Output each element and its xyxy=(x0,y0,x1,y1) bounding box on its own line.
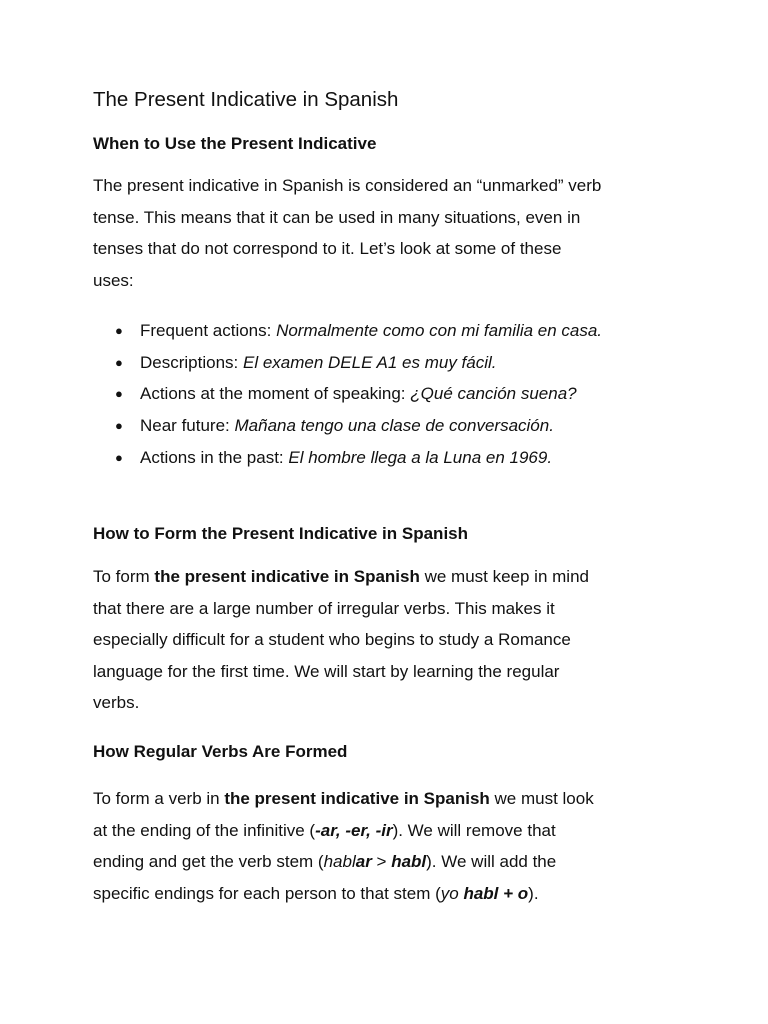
infinitive-endings: -ar, -er, -ir xyxy=(315,820,393,840)
bold-phrase: the present indicative in Spanish xyxy=(154,567,420,586)
section-heading-regular-verbs: How Regular Verbs Are Formed xyxy=(93,742,348,761)
text-run: at the ending of the infinitive ( xyxy=(93,820,316,840)
page-title: The Present Indicative in Spanish xyxy=(93,88,399,111)
list-item xyxy=(93,410,602,442)
bullet-icon: ● xyxy=(115,354,123,370)
bullet-icon: ● xyxy=(115,386,123,402)
bullet-icon: ● xyxy=(115,449,123,465)
paragraph-line: verbs. xyxy=(93,693,140,712)
example-verb-stem: habl xyxy=(323,852,356,871)
text-run: specific endings for each person to that stem ( xyxy=(93,883,441,903)
text-run: ). We will add the xyxy=(426,852,557,871)
example-verb-ending: ar xyxy=(355,852,372,871)
bold-phrase: the present indicative in Spanish xyxy=(224,789,490,808)
paragraph-line xyxy=(93,783,683,815)
uses-list xyxy=(93,315,602,474)
example-stem-plus-ending: habl + o xyxy=(463,883,529,903)
paragraph-line xyxy=(93,846,683,878)
text-run: ). xyxy=(528,883,539,903)
paragraph-line: language for the first time. We will start by learning the regular xyxy=(93,661,560,681)
regular-verbs-paragraph xyxy=(93,783,683,909)
paragraph-line: tenses that do not correspond to it. Let’s look at some of these xyxy=(93,239,562,258)
text-run: To form a verb in xyxy=(93,789,225,808)
text-run: we must keep in mind xyxy=(419,567,589,586)
list-item xyxy=(93,378,602,410)
paragraph-line xyxy=(93,815,683,847)
intro-paragraph xyxy=(93,170,683,296)
list-item xyxy=(93,442,602,474)
text-run: > xyxy=(371,852,392,871)
list-item-label: Near future: xyxy=(140,416,235,436)
list-item-label: Actions at the moment of speaking: xyxy=(140,384,411,404)
bullet-icon: ● xyxy=(115,418,123,434)
text-run: ending and get the verb stem ( xyxy=(93,852,324,871)
text-run: ). We will remove that xyxy=(392,820,556,840)
list-item-example: El hombre llega a la Luna en 1969. xyxy=(288,447,553,467)
paragraph-line: tense. This means that it can be used in many situations, even in xyxy=(93,207,581,227)
paragraph-line: especially difficult for a student who begins to study a Romance xyxy=(93,630,571,649)
list-item-example: El examen DELE A1 es muy fácil. xyxy=(242,352,497,372)
list-item xyxy=(93,347,602,379)
paragraph-line xyxy=(93,878,683,910)
bullet-icon: ● xyxy=(115,323,123,338)
list-item-label: Descriptions: xyxy=(140,352,243,372)
text-run: To form xyxy=(93,567,155,586)
list-item-example: ¿Qué canción suena? xyxy=(410,384,577,404)
example-pronoun: yo xyxy=(440,883,459,903)
list-item-label: Actions in the past: xyxy=(140,447,289,467)
paragraph-line: uses: xyxy=(93,270,134,290)
example-stem: habl xyxy=(391,852,427,871)
list-item-example: Mañana tengo una clase de conversación. xyxy=(234,416,554,436)
text-run: we must look xyxy=(489,789,594,808)
form-paragraph xyxy=(93,561,683,719)
paragraph-line: that there are a large number of irregular verbs. This makes it xyxy=(93,598,555,618)
list-item-label: Frequent actions: xyxy=(140,321,277,340)
section-heading-when-to-use: When to Use the Present Indicative xyxy=(93,134,377,153)
paragraph-line xyxy=(93,561,683,593)
list-item xyxy=(93,315,602,347)
section-heading-how-to-form: How to Form the Present Indicative in Spanish xyxy=(93,524,469,543)
list-item-example: Normalmente como con mi familia en casa. xyxy=(276,321,603,340)
paragraph-line: The present indicative in Spanish is considered an “unmarked” verb xyxy=(93,176,602,195)
